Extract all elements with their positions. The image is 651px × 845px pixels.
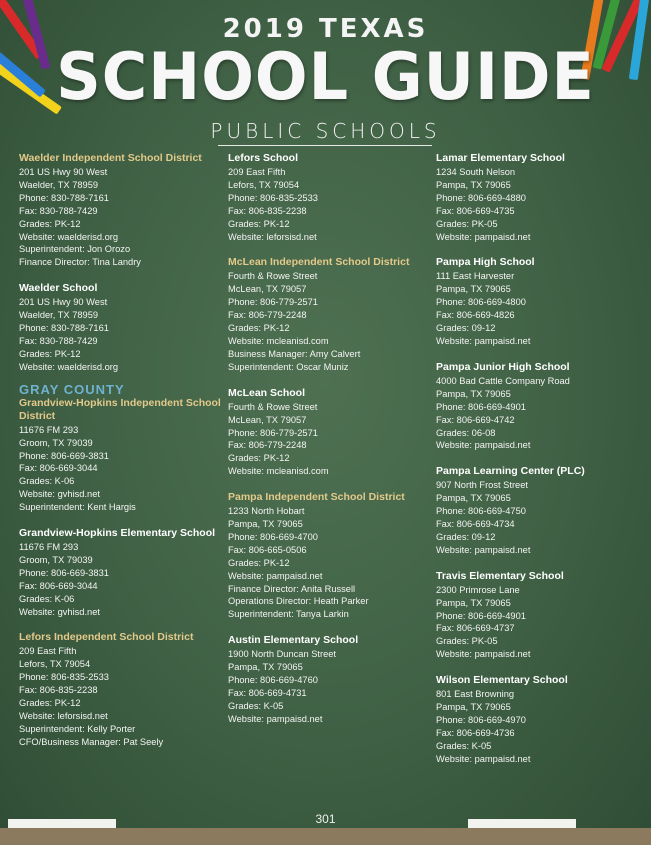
school-detail-line: Phone: 806-669-4901 bbox=[436, 610, 526, 621]
school-detail-line: Phone: 806-835-2533 bbox=[228, 192, 318, 203]
school-entry bbox=[436, 674, 641, 765]
school-detail-line: Operations Director: Heath Parker bbox=[228, 596, 369, 607]
school-detail-line: McLean, TX 79057 bbox=[228, 284, 307, 295]
school-detail-line: Grades: K-05 bbox=[228, 700, 284, 711]
school-detail-line: Grades: PK-12 bbox=[19, 348, 81, 359]
school-detail-line: Fourth & Rowe Street bbox=[228, 271, 318, 282]
chalk-piece-left bbox=[8, 819, 116, 828]
school-detail-line: Finance Director: Anita Russell bbox=[228, 583, 356, 594]
school-detail-line: 2300 Primrose Lane bbox=[436, 584, 520, 595]
school-detail-line: Grades: PK-05 bbox=[436, 218, 498, 229]
school-detail-line: Pampa, TX 79065 bbox=[436, 179, 511, 190]
school-entry bbox=[436, 465, 641, 556]
school-entry bbox=[228, 387, 433, 478]
school-detail-line: Groom, TX 79039 bbox=[19, 554, 93, 565]
school-detail-line: Website: pampaisd.net bbox=[436, 753, 531, 764]
school-detail-line: CFO/Business Manager: Pat Seely bbox=[19, 736, 164, 747]
school-detail-line: Fax: 806-835-2238 bbox=[228, 205, 307, 216]
school-detail-line: Phone: 806-669-3831 bbox=[19, 450, 109, 461]
column-1 bbox=[19, 152, 224, 762]
school-entry bbox=[228, 634, 433, 725]
school-name: Wilson Elementary School bbox=[436, 674, 568, 687]
school-entry bbox=[436, 256, 641, 347]
school-detail-line: Website: leforsisd.net bbox=[19, 711, 108, 721]
school-entry bbox=[19, 282, 224, 373]
school-entry bbox=[436, 570, 641, 661]
school-entry bbox=[436, 361, 641, 452]
school-detail-line: Website: gvhisd.net bbox=[19, 489, 100, 500]
school-detail-line: 11676 FM 293 bbox=[19, 424, 79, 435]
school-detail-line: Grades: PK-12 bbox=[19, 698, 81, 709]
school-detail-line: 4000 Bad Cattle Company Road bbox=[436, 375, 570, 386]
school-detail-line: Fax: 806-669-3044 bbox=[19, 580, 98, 591]
school-detail-line: Grades: K-06 bbox=[19, 593, 75, 604]
school-name: Travis Elementary School bbox=[436, 569, 564, 582]
school-detail-line: Grades: 09-12 bbox=[436, 531, 496, 542]
school-detail-line: 11676 FM 293 bbox=[19, 542, 79, 553]
school-detail-line: Website: pampaisd.net bbox=[436, 440, 531, 451]
school-name: Lefors School bbox=[228, 152, 299, 164]
page-header bbox=[0, 0, 651, 150]
school-detail-line: Website: waelderisd.org bbox=[19, 361, 119, 372]
school-name: Pampa Junior High School bbox=[436, 360, 570, 373]
school-entry bbox=[228, 491, 433, 621]
school-detail-line: Waelder, TX 78959 bbox=[19, 310, 99, 321]
subtitle-underline bbox=[218, 145, 432, 146]
school-detail-line: Fax: 806-669-3044 bbox=[19, 463, 98, 474]
school-detail-line: Fax: 806-669-4737 bbox=[436, 623, 515, 634]
school-detail-line: Fax: 830-788-7429 bbox=[19, 335, 98, 346]
school-name: Grandview-Hopkins Independent School District bbox=[19, 396, 221, 422]
school-detail-line: 201 US Hwy 90 West bbox=[19, 297, 108, 308]
school-detail-line: Fax: 806-669-4826 bbox=[436, 310, 515, 321]
guide-year-title: 2019 TEXAS bbox=[222, 14, 429, 44]
school-detail-line: Website: pampaisd.net bbox=[228, 713, 323, 724]
school-detail-line: Website: pampaisd.net bbox=[436, 544, 531, 555]
school-detail-line: Fax: 830-788-7429 bbox=[19, 205, 98, 216]
school-detail-line: Lefors, TX 79054 bbox=[228, 179, 300, 190]
school-detail-line: Pampa, TX 79065 bbox=[436, 702, 511, 713]
school-detail-line: Phone: 806-669-4800 bbox=[436, 297, 526, 308]
school-detail-line: Fax: 806-669-4742 bbox=[436, 414, 515, 425]
school-detail-line: Phone: 806-669-4880 bbox=[436, 192, 526, 203]
school-detail-line: Superintendent: Tanya Larkin bbox=[228, 609, 349, 620]
school-entry bbox=[19, 383, 224, 514]
school-detail-line: Grades: PK-12 bbox=[228, 218, 290, 229]
school-detail-line: 209 East Fifth bbox=[228, 167, 286, 177]
school-detail-line: Lefors, TX 79054 bbox=[19, 659, 91, 670]
school-name: McLean School bbox=[228, 386, 306, 399]
school-detail-line: Superintendent: Kent Hargis bbox=[19, 502, 136, 513]
school-detail-line: 209 East Fifth bbox=[19, 646, 77, 657]
school-detail-line: Phone: 806-669-4700 bbox=[228, 531, 318, 542]
school-detail-line: 1233 North Hobart bbox=[228, 506, 305, 517]
school-entry bbox=[19, 631, 224, 748]
school-entry bbox=[228, 152, 433, 243]
school-name: Grandview-Hopkins Elementary School bbox=[19, 527, 216, 540]
school-detail-line: 111 East Harvester bbox=[436, 271, 515, 282]
school-detail-line: Groom, TX 79039 bbox=[19, 437, 93, 448]
school-detail-line: 1900 North Duncan Street bbox=[228, 649, 337, 660]
school-detail-line: Website: pampaisd.net bbox=[436, 231, 531, 242]
school-detail-line: Phone: 830-788-7161 bbox=[19, 323, 109, 334]
guide-main-title: SCHOOL GUIDE bbox=[56, 38, 595, 115]
school-name: Waelder School bbox=[19, 282, 98, 295]
chalk-piece-right bbox=[468, 819, 576, 828]
school-detail-line: Website: pampaisd.net bbox=[436, 335, 531, 346]
school-name: Lefors Independent School District bbox=[19, 631, 194, 644]
school-name: Pampa Learning Center (PLC) bbox=[436, 465, 585, 478]
school-detail-line: Waelder, TX 78959 bbox=[19, 179, 99, 190]
school-detail-line: Phone: 806-779-2571 bbox=[228, 427, 318, 438]
chalkboard-ledge bbox=[0, 828, 651, 845]
school-entry bbox=[228, 256, 433, 373]
school-detail-line: Grades: PK-05 bbox=[436, 636, 498, 647]
school-detail-line: Pampa, TX 79065 bbox=[436, 493, 511, 504]
school-detail-line: Pampa, TX 79065 bbox=[436, 597, 511, 608]
school-detail-line: Phone: 806-779-2571 bbox=[228, 297, 318, 308]
school-detail-line: 801 East Browning bbox=[436, 689, 515, 700]
school-detail-line: Website: mcleanisd.com bbox=[228, 466, 329, 477]
school-detail-line: Phone: 806-669-4901 bbox=[436, 401, 526, 412]
school-name: McLean Independent School District bbox=[228, 256, 410, 269]
county-heading: GRAY COUNTY bbox=[19, 381, 125, 397]
school-detail-line: Grades: PK-12 bbox=[228, 557, 290, 568]
school-detail-line: Business Manager: Amy Calvert bbox=[228, 348, 361, 359]
school-detail-line: Fax: 806-669-4736 bbox=[436, 727, 515, 738]
school-detail-line: Phone: 806-669-3831 bbox=[19, 567, 109, 578]
page-number: 301 bbox=[315, 812, 336, 826]
school-detail-line: Website: leforsisd.net bbox=[228, 231, 317, 242]
school-name: Austin Elementary School bbox=[228, 634, 359, 647]
school-detail-line: Phone: 806-669-4750 bbox=[436, 506, 526, 517]
school-name: Pampa Independent School District bbox=[228, 491, 405, 504]
school-detail-line: 201 US Hwy 90 West bbox=[19, 167, 108, 177]
school-detail-line: Phone: 806-669-4970 bbox=[436, 715, 526, 725]
school-detail-line: Grades: K-06 bbox=[19, 476, 75, 487]
school-detail-line: 907 North Frost Street bbox=[436, 480, 528, 491]
school-detail-line: Website: waelderisd.org bbox=[19, 231, 119, 242]
school-detail-line: Pampa, TX 79065 bbox=[436, 284, 511, 295]
school-detail-line: Fax: 806-779-2248 bbox=[228, 440, 307, 451]
school-detail-line: Pampa, TX 79065 bbox=[228, 519, 303, 530]
school-detail-line: Website: mcleanisd.com bbox=[228, 335, 329, 346]
school-name: Pampa High School bbox=[436, 256, 535, 269]
school-detail-line: Pampa, TX 79065 bbox=[228, 662, 303, 673]
school-detail-line: Finance Director: Tina Landry bbox=[19, 257, 141, 268]
section-subtitle: PUBLIC SCHOOLS bbox=[210, 119, 441, 143]
school-detail-line: Fax: 806-779-2248 bbox=[228, 310, 307, 321]
school-detail-line: Grades: K-05 bbox=[436, 740, 492, 751]
school-detail-line: Pampa, TX 79065 bbox=[436, 388, 511, 399]
school-detail-line: Website: gvhisd.net bbox=[19, 606, 100, 617]
school-detail-line: Fax: 806-669-4731 bbox=[228, 688, 307, 698]
school-detail-line: Fax: 806-835-2238 bbox=[19, 685, 98, 696]
school-detail-line: Grades: PK-12 bbox=[228, 453, 290, 464]
school-detail-line: Fourth & Rowe Street bbox=[228, 401, 318, 412]
school-detail-line: Fax: 806-665-0506 bbox=[228, 544, 307, 555]
school-detail-line: Grades: 06-08 bbox=[436, 427, 496, 438]
school-detail-line: Grades: PK-12 bbox=[228, 323, 290, 334]
school-detail-line: Phone: 830-788-7161 bbox=[19, 192, 109, 203]
school-detail-line: Grades: 09-12 bbox=[436, 323, 496, 334]
school-detail-line: McLean, TX 79057 bbox=[228, 414, 307, 425]
school-name: Waelder Independent School District bbox=[19, 152, 202, 164]
school-name: Lamar Elementary School bbox=[436, 152, 565, 164]
school-detail-line: Website: pampaisd.net bbox=[436, 649, 531, 660]
school-detail-line: Website: pampaisd.net bbox=[228, 570, 323, 581]
school-detail-line: Grades: PK-12 bbox=[19, 218, 81, 229]
column-3 bbox=[436, 152, 641, 779]
school-detail-line: Superintendent: Oscar Muniz bbox=[228, 361, 349, 372]
school-entry bbox=[19, 527, 224, 618]
school-detail-line: Phone: 806-835-2533 bbox=[19, 672, 109, 683]
column-2 bbox=[228, 152, 433, 739]
school-detail-line: Fax: 806-669-4735 bbox=[436, 205, 515, 216]
school-detail-line: Superintendent: Jon Orozo bbox=[19, 244, 131, 255]
school-detail-line: Phone: 806-669-4760 bbox=[228, 675, 318, 686]
school-detail-line: Fax: 806-669-4734 bbox=[436, 519, 515, 530]
school-entry bbox=[436, 152, 641, 243]
school-detail-line: Superintendent: Kelly Porter bbox=[19, 723, 136, 734]
school-detail-line: 1234 South Nelson bbox=[436, 167, 516, 177]
school-entry bbox=[19, 152, 224, 269]
